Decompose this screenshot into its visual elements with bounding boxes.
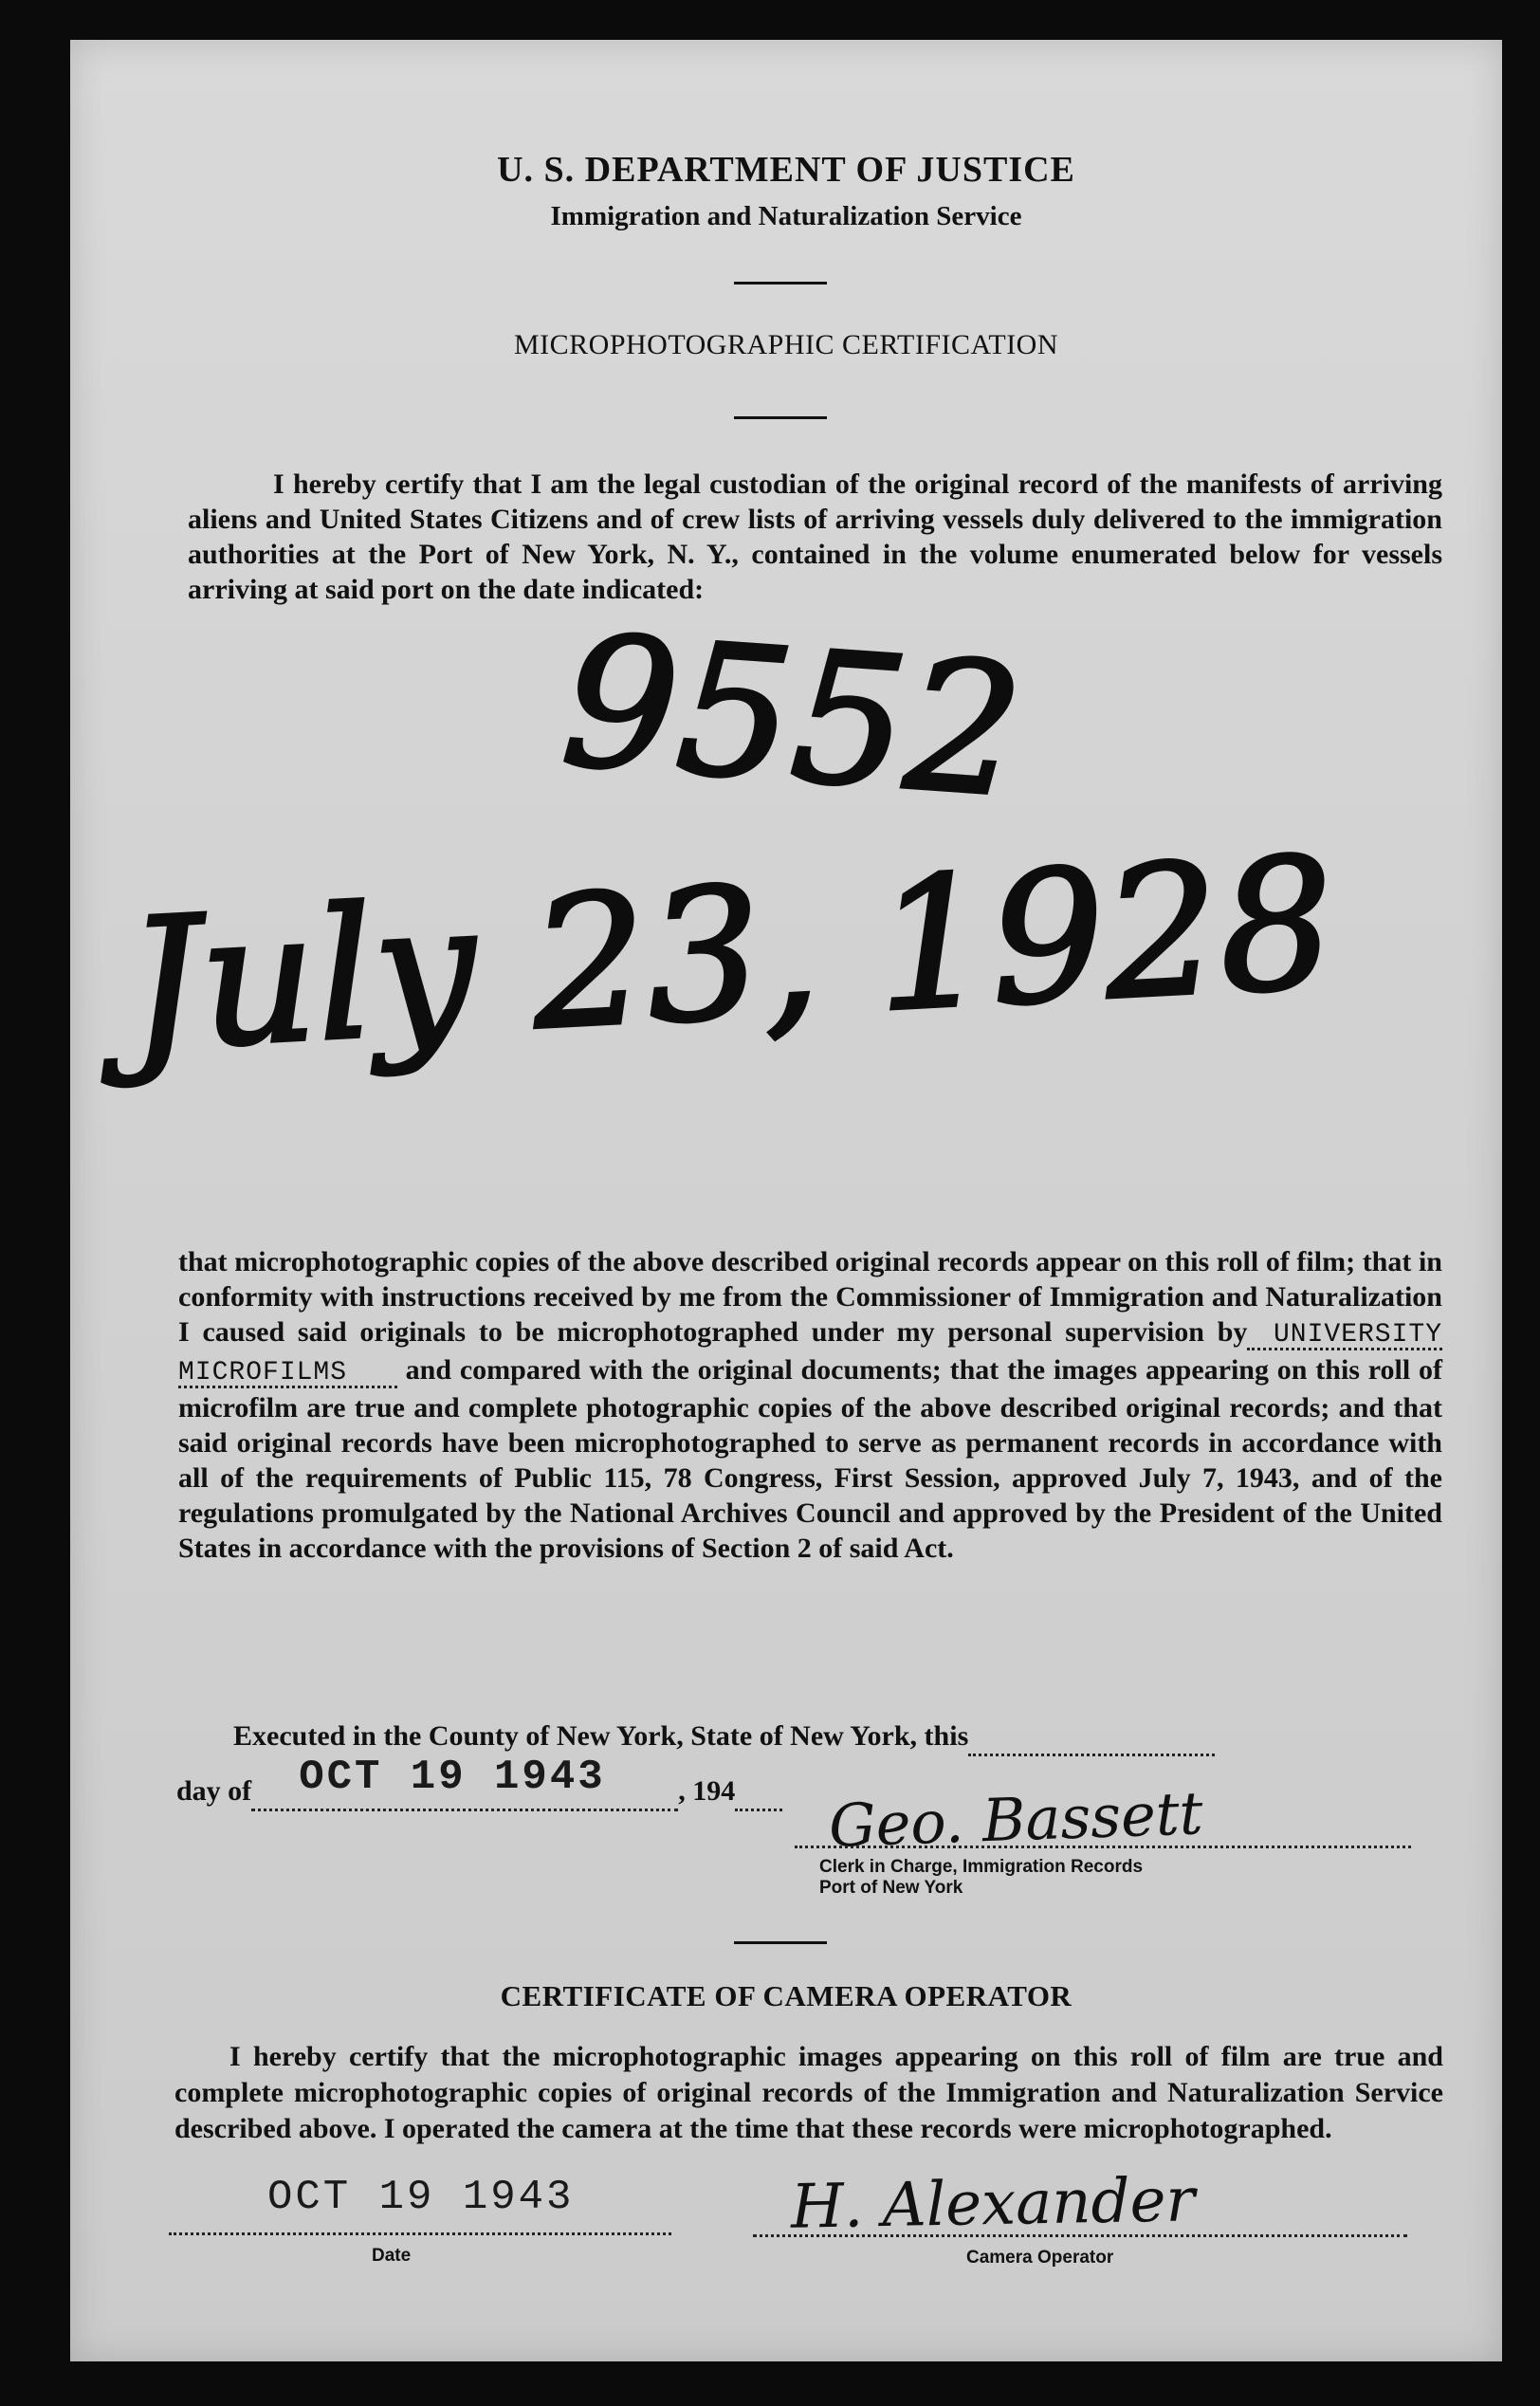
clerk-signature-line (795, 1844, 1411, 1848)
custodian-paragraph: I hereby certify that I am the legal custodian of the original record of the manifests of arriving aliens and United States Citizens and of crew lists of arriving vessels duly delivered to the immigration authorities at the Port of New York, N. Y., contained in the volume enumerated below for vessels arriving at said port on the date indicated: (188, 468, 1442, 605)
date-line (169, 2231, 671, 2235)
day-of-line (176, 1754, 840, 1811)
executed-line (233, 1718, 1438, 1756)
clerk-title-line2: Port of New York (819, 1878, 963, 1898)
camera-certificate-title: CERTIFICATE OF CAMERA OPERATOR (500, 1979, 1072, 2012)
certification-text-part1: that microphotographic copies of the above described original records appear on this roll of film; that in conformity with instructions received by me from the Commissioner of Immigration and Naturalization I caused said originals to be microphotographed under my personal supervision by (178, 1246, 1442, 1348)
clerk-title (819, 1857, 1143, 1899)
divider-camera (734, 1941, 827, 1944)
certification-text-part2: and compared with the original documents; that the images appearing on this roll of microfilm are true and complete photographic copies of the above described original records; and that said original records have been microphotographed to serve as permanent records in accordance with all of the requirements of Public 115, 78 Congress, First Session, approved July 7, 1943, and of the regulations promulgated by the National Archives Council and approved by the President of the United States in accordance with the provisions of Section 2 of said Act. (178, 1354, 1443, 1564)
day-of-label: day of (176, 1775, 252, 1807)
camera-operator-signature: H. Alexander (790, 2165, 1196, 2243)
divider-2 (734, 416, 827, 419)
operator-signature-line (753, 2232, 1407, 2237)
handwritten-volume-date (70, 571, 1502, 1197)
handwritten-volume: 9552 (556, 596, 1029, 837)
executed-blank (968, 1718, 1215, 1756)
handwritten-date: July 23, 1928 (122, 818, 1340, 1092)
clerk-signature: Geo. Bassett (827, 1778, 1204, 1861)
department-heading: U. S. DEPARTMENT OF JUSTICE (497, 150, 1075, 190)
date-label: Date (372, 2246, 412, 2266)
photographer-name: UNIVERSITY MICROFILMS (178, 1320, 1443, 1387)
camera-stamp-date: OCT 19 1943 (267, 2174, 575, 2221)
certificate-sheet (70, 40, 1502, 2361)
clerk-title-line1: Clerk in Charge, Immigration Records (819, 1857, 1144, 1877)
camera-operator-label: Camera Operator (966, 2248, 1114, 2268)
service-subheading: Immigration and Naturalization Service (550, 201, 1022, 231)
certification-paragraph (178, 1244, 1442, 1566)
camera-certificate-text: I hereby certify that the microphotographic images appearing on this roll of film are true and complete microphotographic copies of original records of the Immigration and Naturalization Service described above. I operated the camera at the time that these records were microphotographed. (174, 2041, 1443, 2144)
year-prefix: , 194 (678, 1775, 736, 1807)
divider-top (734, 282, 827, 285)
executed-text: Executed in the County of New York, State of New York, this (233, 1720, 969, 1752)
certification-title: MICROPHOTOGRAPHIC CERTIFICATION (513, 329, 1059, 360)
executed-stamp-date: OCT 19 1943 (299, 1754, 606, 1801)
